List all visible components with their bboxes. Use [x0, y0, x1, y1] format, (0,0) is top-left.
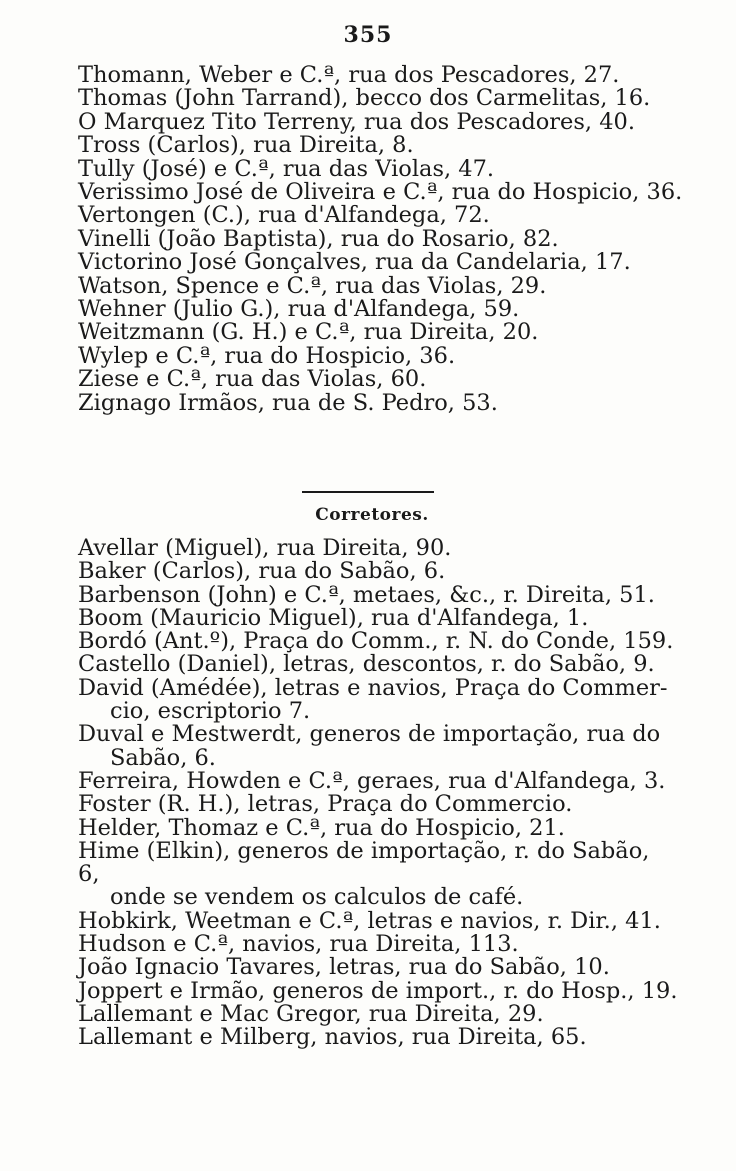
list-entry: Zignago Irmãos, rua de S. Pedro, 53. — [78, 389, 498, 416]
entry-continuation: cio, escriptorio 7. — [110, 698, 311, 725]
list-entry — [78, 723, 678, 770]
list-entry: Wylep e C.ª, rua do Hospicio, 36. — [78, 342, 456, 369]
list-entry: Helder, Thomaz e C.ª, rua do Hospicio, 21. — [78, 814, 565, 841]
section-heading: Corretores. — [315, 505, 429, 525]
list-entry: Vinelli (João Baptista), rua do Rosario, 82. — [78, 225, 559, 252]
list-entry: Boom (Mauricio Miguel), rua d'Alfandega, 1. — [78, 604, 589, 631]
list-entry: Lallemant e Milberg, navios, rua Direita, 65. — [78, 1024, 587, 1051]
list-entry: Castello (Daniel), letras, descontos, r. do Sabão, 9. — [78, 651, 655, 678]
list-entry: Thomas (John Tarrand), becco dos Carmelitas, 16. — [78, 85, 651, 112]
entry-continuation: Sabão, 6. — [110, 744, 216, 771]
list-entry: Baker (Carlos), rua do Sabão, 6. — [78, 558, 446, 585]
entry-first-line: Duval e Mestwerdt, generos de importação, rua do — [78, 721, 661, 748]
list-entry: O Marquez Tito Terreny, rua dos Pescadores, 40. — [78, 108, 636, 135]
entry-first-line: Hime (Elkin), generos de importação, r. do Sabão, 6, — [78, 837, 650, 888]
list-entry: Lallemant e Mac Gregor, rua Direita, 29. — [78, 1000, 544, 1027]
list-entry: Bordó (Ant.º), Praça do Comm., r. N. do Conde, 159. — [78, 628, 674, 655]
list-entry: Ziese e C.ª, rua das Violas, 60. — [78, 366, 427, 393]
page-number: 355 — [343, 22, 393, 48]
list-entry: Hobkirk, Weetman e C.ª, letras e navios, r. Dir., 41. — [78, 907, 661, 934]
list-entry — [78, 837, 678, 911]
list-entry: Watson, Spence e C.ª, rua das Violas, 29. — [78, 272, 547, 299]
list-entry: Barbenson (John) e C.ª, metaes, &c., r. Direita, 51. — [78, 581, 655, 608]
section-divider — [302, 491, 434, 493]
list-entry: Ferreira, Howden e C.ª, geraes, rua d'Alfandega, 3. — [78, 767, 666, 794]
entry-first-line: David (Amédée), letras e navios, Praça do Commer- — [78, 674, 668, 701]
list-entry: Tross (Carlos), rua Direita, 8. — [78, 132, 414, 159]
list-entry — [78, 674, 678, 725]
list-entry: Foster (R. H.), letras, Praça do Commercio. — [78, 791, 573, 818]
list-entry: Vertongen (C.), rua d'Alfandega, 72. — [78, 202, 490, 229]
broker-list — [78, 537, 678, 1050]
list-entry: Tully (José) e C.ª, rua das Violas, 47. — [78, 155, 495, 182]
merchant-list — [78, 62, 683, 416]
list-entry: Victorino José Gonçalves, rua da Candelaria, 17. — [78, 249, 631, 276]
list-entry: João Ignacio Tavares, letras, rua do Sabão, 10. — [78, 954, 610, 981]
list-entry: Wehner (Julio G.), rua d'Alfandega, 59. — [78, 296, 520, 323]
list-entry: Thomann, Weber e C.ª, rua dos Pescadores, 27. — [78, 62, 620, 88]
list-entry: Avellar (Miguel), rua Direita, 90. — [78, 535, 452, 561]
list-entry: Verissimo José de Oliveira e C.ª, rua do Hospicio, 36. — [78, 179, 683, 206]
entry-continuation: onde se vendem os calculos de café. — [110, 884, 524, 911]
list-entry: Hudson e C.ª, navios, rua Direita, 113. — [78, 931, 519, 958]
list-entry: Joppert e Irmão, generos de import., r. do Hosp., 19. — [78, 977, 678, 1004]
list-entry: Weitzmann (G. H.) e C.ª, rua Direita, 20. — [78, 319, 539, 346]
